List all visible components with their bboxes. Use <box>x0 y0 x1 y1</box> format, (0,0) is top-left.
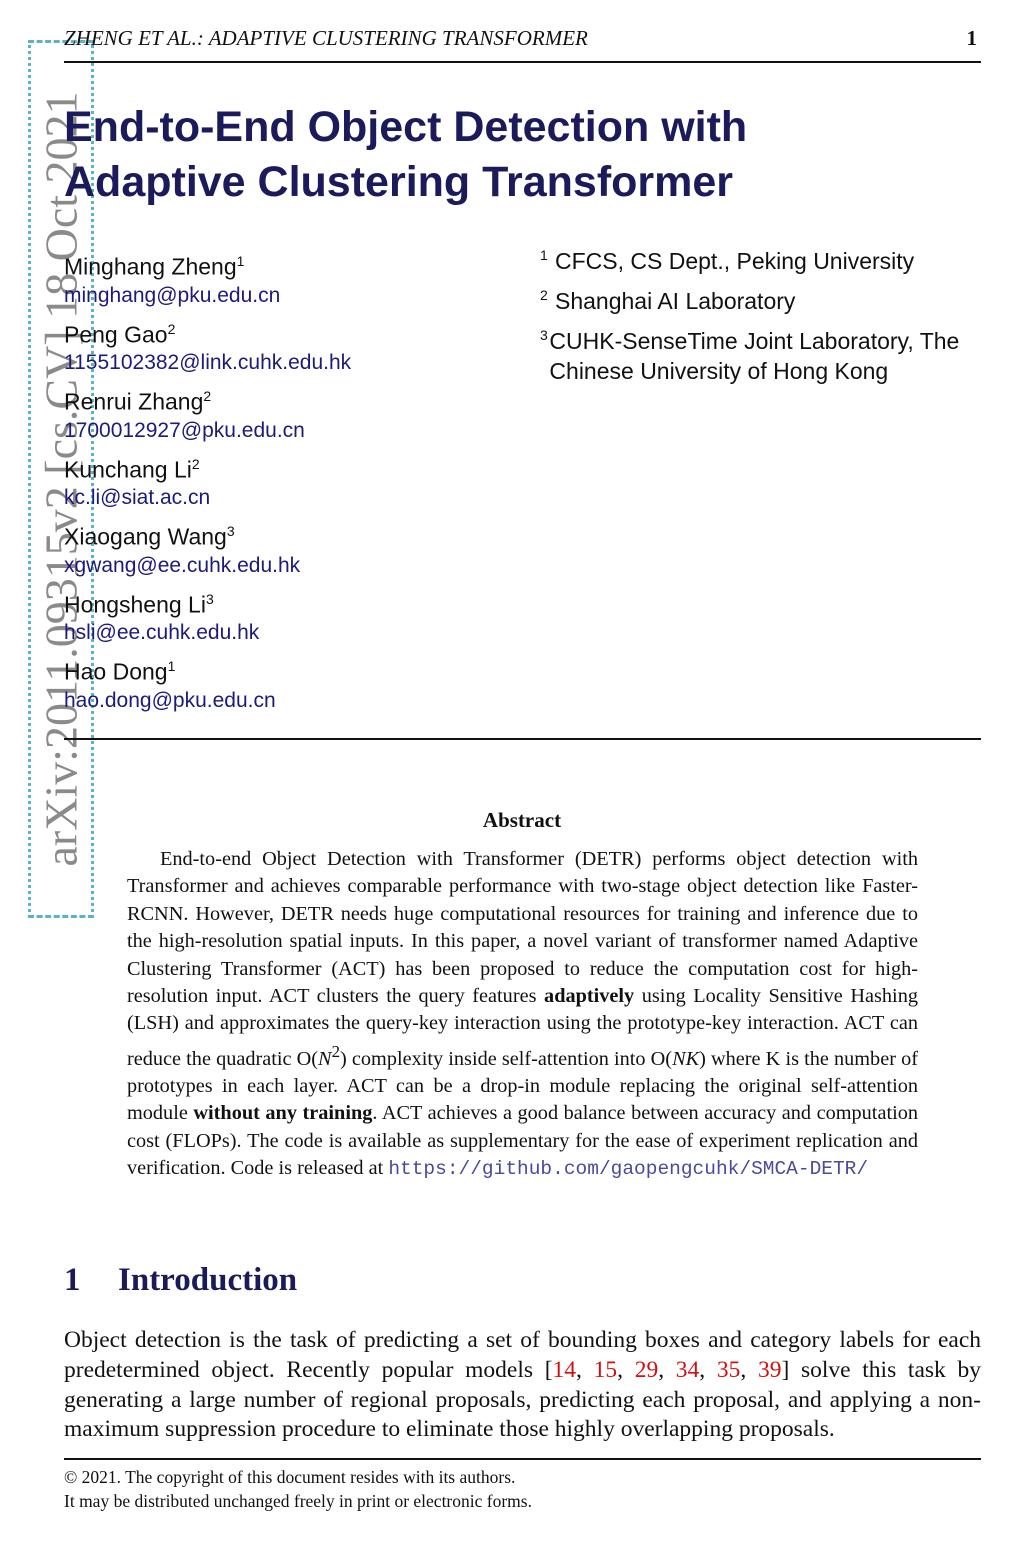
author-list <box>64 246 351 719</box>
affiliation-number: 2 <box>540 287 548 303</box>
arxiv-id: arXiv:2011.09315v2 [cs.CV] 18 Oct 2021 <box>35 91 87 867</box>
citations: 14, 15, 29, 34, 35, 39 <box>552 1356 782 1383</box>
distribution-line: It may be distributed unchanged freely in print or electronic forms. <box>64 1491 532 1511</box>
affiliation <box>540 286 1024 316</box>
citation-link[interactable]: 29 <box>634 1356 659 1383</box>
section-number: 1 <box>64 1262 81 1298</box>
affiliation-text: CUHK-SenseTime Joint Laboratory, The Chinese University of Hong Kong <box>549 328 960 384</box>
author-name <box>64 651 351 687</box>
title-line: End-to-End Object Detection with <box>64 103 748 151</box>
affiliation-number: 1 <box>540 247 548 263</box>
abstract-bold: without any training <box>193 1102 373 1125</box>
citation-link[interactable]: 15 <box>593 1356 618 1383</box>
affiliation-marker: 1 <box>167 658 176 674</box>
abstract-text: using Locality Sensitive Hashing (LSH) and approximates the query-key interaction using the prototype-key interaction. ACT can reduce the quadratic O( <box>127 985 918 1070</box>
code-link[interactable]: https://github.com/gaopengcuhk/SMCA-DETR/ <box>388 1158 869 1181</box>
affiliation-marker: 2 <box>167 320 176 337</box>
abstract-heading: Abstract <box>482 808 562 832</box>
author-name <box>64 449 351 485</box>
author-name <box>64 246 351 282</box>
author-name-text: Renrui Zhang <box>64 388 204 415</box>
author-name-text: Xiaogang Wang <box>64 523 227 550</box>
math: N <box>318 1047 332 1070</box>
running-header <box>64 26 981 63</box>
author-name-text: Kunchang Li <box>64 456 192 483</box>
divider <box>64 738 981 740</box>
author <box>64 584 351 652</box>
author-email[interactable]: 1700012927@pku.edu.cn <box>64 418 305 442</box>
author-email[interactable]: 1155102382@link.cuhk.edu.hk <box>64 351 352 375</box>
author-name-text: Peng Gao <box>64 321 168 348</box>
author-name-text: Hao Dong <box>64 658 168 685</box>
abstract-text: ) complexity inside self-attention into O( <box>340 1047 673 1070</box>
citation-link[interactable]: 14 <box>552 1356 577 1383</box>
author <box>64 449 351 517</box>
copyright-line: © 2021. The copyright of this document resides with its authors. <box>64 1467 516 1487</box>
author-name <box>64 584 351 620</box>
running-title: ZHENG ET AL.: ADAPTIVE CLUSTERING TRANSFORMER <box>64 26 588 50</box>
section-heading <box>64 1262 297 1299</box>
footer-divider <box>64 1458 981 1460</box>
abstract-text: . ACT achieves a good balance between accuracy and computation cost (FLOPs). The code is available as supplementary for the ease of experiment replication and verification. Code is released at <box>127 1102 918 1180</box>
title-line: Adaptive Clustering Transformer <box>64 158 734 206</box>
author-email[interactable]: hsli@ee.cuhk.edu.hk <box>64 621 260 645</box>
affiliation-marker: 3 <box>205 590 214 607</box>
author-name-text: Hongsheng Li <box>64 591 206 618</box>
author-name <box>64 381 351 417</box>
math: NK <box>672 1047 700 1070</box>
author-name <box>64 516 351 552</box>
citation-link[interactable]: 39 <box>757 1356 782 1383</box>
author-name <box>64 314 351 350</box>
affiliation-marker: 3 <box>226 523 235 539</box>
section-title: Introduction <box>118 1262 298 1298</box>
page-number: 1 <box>966 26 977 50</box>
math-sup: 2 <box>331 1041 341 1061</box>
abstract-bold: adaptively <box>544 985 635 1008</box>
author <box>64 381 351 449</box>
author-name-text: Minghang Zheng <box>64 253 237 280</box>
abstract-text: End-to-end Object Detection with Transformer (DETR) performs object detection with Transformer and achieves comparable performance with two-stage object detection like Faster-RCNN. However, DETR needs huge computational resources for training and inference due to the high-resolution spatial inputs. In this paper, a novel variant of transformer named Adaptive Clustering Transformer (ACT) has been proposed to reduce the computation cost for high-resolution input. ACT clusters the query features <box>127 848 918 1008</box>
abstract-text: ) where K is the number of prototypes in each layer. ACT can be a drop-in module replacing the original self-attention module <box>127 1047 918 1125</box>
affiliation-marker: 1 <box>236 253 245 269</box>
affiliation-marker: 2 <box>203 388 212 404</box>
affiliation-list <box>540 246 1024 396</box>
author-email[interactable]: hao.dong@pku.edu.cn <box>64 688 276 712</box>
abstract-body <box>127 846 918 1184</box>
author-email[interactable]: kc.li@siat.ac.cn <box>64 486 211 510</box>
citation-link[interactable]: 34 <box>675 1356 700 1383</box>
affiliation <box>540 326 1024 386</box>
author <box>64 651 351 719</box>
author <box>64 314 351 382</box>
affiliation-text: Shanghai AI Laboratory <box>555 288 796 314</box>
author-email[interactable]: minghang@pku.edu.cn <box>64 283 281 307</box>
affiliation <box>540 246 1024 276</box>
author-email[interactable]: xgwang@ee.cuhk.edu.hk <box>64 553 301 577</box>
intro-paragraph <box>64 1326 981 1445</box>
paper-title <box>64 100 747 210</box>
author <box>64 516 351 584</box>
affiliation-number: 3 <box>540 327 548 343</box>
affiliation-marker: 2 <box>191 455 200 472</box>
intro-text: Object detection is the task of predicting a set of bounding boxes and category labels for each predetermined object. Recently popular models [ <box>64 1327 981 1383</box>
author <box>64 246 351 314</box>
citation-link[interactable]: 35 <box>716 1356 741 1383</box>
affiliation-text: CFCS, CS Dept., Peking University <box>555 248 915 274</box>
intro-text: ] solve this task by generating a large number of regional proposals, predicting each proposal, and applying a non-maximum suppression procedure to eliminate those highly overlapping proposals. <box>64 1356 981 1443</box>
copyright-footer <box>64 1465 532 1513</box>
